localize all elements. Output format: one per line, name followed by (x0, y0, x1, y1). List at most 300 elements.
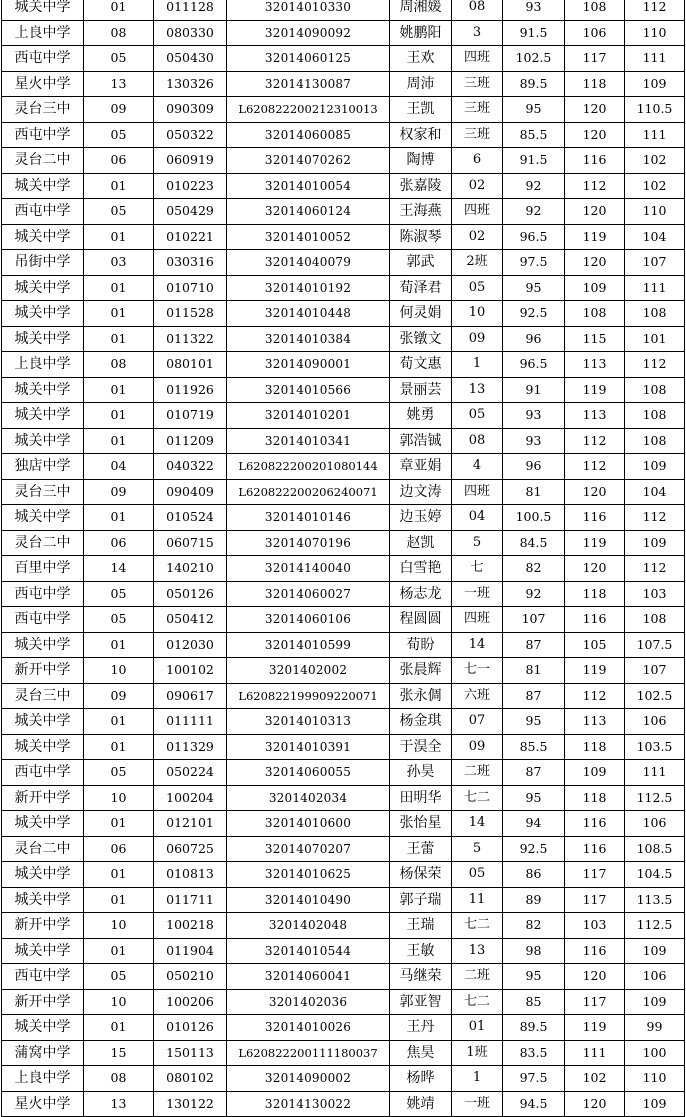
school-code-cell: 03 (84, 250, 154, 276)
registration-number-cell: 32014140040 (227, 556, 390, 582)
class-cell: 02 (452, 224, 503, 250)
score-b-cell: 113 (565, 709, 625, 735)
registration-number-cell: 32014130022 (227, 1091, 390, 1117)
exam-number-cell: 140210 (154, 556, 227, 582)
registration-number-cell: 32014060027 (227, 581, 390, 607)
table-row (2, 581, 685, 607)
school-cell: 城关中学 (2, 709, 84, 735)
student-name-cell: 孙昊 (390, 760, 452, 786)
registration-number-cell: 3201402048 (227, 913, 390, 939)
registration-number-cell: 32014010384 (227, 326, 390, 352)
score-c-cell: 108.5 (625, 836, 685, 862)
school-cell: 上良中学 (2, 352, 84, 378)
school-cell: 城关中学 (2, 403, 84, 429)
score-b-cell: 117 (565, 46, 625, 72)
student-name-cell: 于淏全 (390, 734, 452, 760)
student-name-cell: 姚勇 (390, 403, 452, 429)
school-code-cell: 01 (84, 403, 154, 429)
score-c-cell: 103.5 (625, 734, 685, 760)
exam-number-cell: 050322 (154, 122, 227, 148)
class-cell: 1班 (452, 1040, 503, 1066)
score-b-cell: 116 (565, 505, 625, 531)
score-a-cell: 92.5 (503, 301, 565, 327)
school-code-cell: 01 (84, 377, 154, 403)
score-b-cell: 118 (565, 71, 625, 97)
registration-number-cell: 32014010192 (227, 275, 390, 301)
score-c-cell: 104 (625, 224, 685, 250)
table-row (2, 938, 685, 964)
student-name-cell: 陶博 (390, 148, 452, 174)
school-cell: 灵台三中 (2, 479, 84, 505)
score-a-cell: 87 (503, 632, 565, 658)
score-b-cell: 116 (565, 148, 625, 174)
score-a-cell: 93 (503, 428, 565, 454)
exam-number-cell: 080330 (154, 20, 227, 46)
class-cell: 1 (452, 1066, 503, 1092)
exam-number-cell: 040322 (154, 454, 227, 480)
student-name-cell: 王海燕 (390, 199, 452, 225)
score-a-cell: 85.5 (503, 122, 565, 148)
score-b-cell: 116 (565, 938, 625, 964)
student-name-cell: 郭武 (390, 250, 452, 276)
score-c-cell: 111 (625, 275, 685, 301)
table-row (2, 173, 685, 199)
class-cell: 5 (452, 836, 503, 862)
score-c-cell: 107 (625, 250, 685, 276)
school-cell: 城关中学 (2, 862, 84, 888)
exam-number-cell: 011128 (154, 0, 227, 20)
school-code-cell: 01 (84, 505, 154, 531)
student-name-cell: 张晨辉 (390, 658, 452, 684)
score-c-cell: 110 (625, 1066, 685, 1092)
score-a-cell: 93 (503, 0, 565, 20)
score-c-cell: 110 (625, 199, 685, 225)
registration-number-cell: 32014070196 (227, 530, 390, 556)
score-a-cell: 87 (503, 760, 565, 786)
exam-number-cell: 011322 (154, 326, 227, 352)
exam-number-cell: 010223 (154, 173, 227, 199)
registration-number-cell: 32014010625 (227, 862, 390, 888)
class-cell: 七一 (452, 658, 503, 684)
school-cell: 灵台二中 (2, 836, 84, 862)
score-table (1, 0, 685, 1117)
table-row (2, 275, 685, 301)
registration-number-cell: L620822200212310013 (227, 97, 390, 123)
table-row (2, 46, 685, 72)
exam-number-cell: 030316 (154, 250, 227, 276)
exam-number-cell: 010710 (154, 275, 227, 301)
class-cell: 四班 (452, 46, 503, 72)
score-c-cell: 104 (625, 479, 685, 505)
table-row (2, 1066, 685, 1092)
table-row (2, 199, 685, 225)
registration-number-cell: 32014010391 (227, 734, 390, 760)
table-row (2, 887, 685, 913)
table-row (2, 785, 685, 811)
school-code-cell: 14 (84, 556, 154, 582)
exam-number-cell: 090309 (154, 97, 227, 123)
score-c-cell: 109 (625, 989, 685, 1015)
student-name-cell: 张怡星 (390, 811, 452, 837)
student-name-cell: 王欢 (390, 46, 452, 72)
table-row (2, 224, 685, 250)
score-c-cell: 108 (625, 428, 685, 454)
table-row (2, 301, 685, 327)
school-code-cell: 05 (84, 607, 154, 633)
table-row (2, 71, 685, 97)
score-b-cell: 108 (565, 0, 625, 20)
student-name-cell: 何灵娟 (390, 301, 452, 327)
school-code-cell: 06 (84, 530, 154, 556)
school-cell: 新开中学 (2, 989, 84, 1015)
score-a-cell: 97.5 (503, 1066, 565, 1092)
school-code-cell: 13 (84, 1091, 154, 1117)
table-row (2, 683, 685, 709)
score-c-cell: 102 (625, 173, 685, 199)
score-c-cell: 109 (625, 1091, 685, 1117)
score-b-cell: 119 (565, 1015, 625, 1041)
score-a-cell: 84.5 (503, 530, 565, 556)
score-b-cell: 120 (565, 964, 625, 990)
exam-number-cell: 010126 (154, 1015, 227, 1041)
school-code-cell: 01 (84, 938, 154, 964)
class-cell: 09 (452, 326, 503, 352)
student-name-cell: 章亚娟 (390, 454, 452, 480)
score-c-cell: 109 (625, 71, 685, 97)
school-code-cell: 01 (84, 173, 154, 199)
class-cell: 08 (452, 0, 503, 20)
student-name-cell: 杨金琪 (390, 709, 452, 735)
score-a-cell: 107 (503, 607, 565, 633)
student-name-cell: 王敏 (390, 938, 452, 964)
score-a-cell: 91 (503, 377, 565, 403)
student-name-cell: 赵凯 (390, 530, 452, 556)
student-name-cell: 姚靖 (390, 1091, 452, 1117)
school-code-cell: 01 (84, 734, 154, 760)
table-row (2, 326, 685, 352)
school-code-cell: 01 (84, 275, 154, 301)
table-row (2, 403, 685, 429)
student-name-cell: 周湘媛 (390, 0, 452, 20)
exam-number-cell: 050412 (154, 607, 227, 633)
score-c-cell: 108 (625, 607, 685, 633)
score-b-cell: 112 (565, 683, 625, 709)
score-c-cell: 99 (625, 1015, 685, 1041)
class-cell: 七二 (452, 785, 503, 811)
score-c-cell: 110.5 (625, 97, 685, 123)
score-b-cell: 118 (565, 581, 625, 607)
score-c-cell: 111 (625, 760, 685, 786)
class-cell: 七二 (452, 913, 503, 939)
exam-number-cell: 050429 (154, 199, 227, 225)
student-name-cell: 张镦文 (390, 326, 452, 352)
score-b-cell: 109 (565, 760, 625, 786)
registration-number-cell: 32014010330 (227, 0, 390, 20)
score-c-cell: 112 (625, 505, 685, 531)
score-a-cell: 85 (503, 989, 565, 1015)
score-c-cell: 111 (625, 46, 685, 72)
student-name-cell: 王瑞 (390, 913, 452, 939)
student-name-cell: 田明华 (390, 785, 452, 811)
table-row (2, 632, 685, 658)
school-code-cell: 09 (84, 479, 154, 505)
student-name-cell: 王蕾 (390, 836, 452, 862)
score-b-cell: 120 (565, 556, 625, 582)
school-code-cell: 10 (84, 913, 154, 939)
score-b-cell: 117 (565, 862, 625, 888)
student-name-cell: 陈淑琴 (390, 224, 452, 250)
score-a-cell: 94.5 (503, 1091, 565, 1117)
school-code-cell: 15 (84, 1040, 154, 1066)
score-b-cell: 112 (565, 454, 625, 480)
registration-number-cell: 32014010052 (227, 224, 390, 250)
school-code-cell: 01 (84, 428, 154, 454)
school-code-cell: 01 (84, 887, 154, 913)
score-c-cell: 106 (625, 964, 685, 990)
score-a-cell: 96 (503, 454, 565, 480)
exam-number-cell: 100218 (154, 913, 227, 939)
class-cell: 05 (452, 275, 503, 301)
class-cell: 5 (452, 530, 503, 556)
score-a-cell: 102.5 (503, 46, 565, 72)
score-a-cell: 92 (503, 173, 565, 199)
score-a-cell: 97.5 (503, 250, 565, 276)
exam-number-cell: 010221 (154, 224, 227, 250)
registration-number-cell: 32014040079 (227, 250, 390, 276)
school-cell: 城关中学 (2, 173, 84, 199)
class-cell: 4 (452, 454, 503, 480)
registration-number-cell: L620822200201080144 (227, 454, 390, 480)
score-a-cell: 95 (503, 97, 565, 123)
score-a-cell: 95 (503, 785, 565, 811)
student-name-cell: 杨晔 (390, 1066, 452, 1092)
table-row (2, 530, 685, 556)
score-c-cell: 109 (625, 938, 685, 964)
score-a-cell: 89.5 (503, 71, 565, 97)
registration-number-cell: 32014010600 (227, 811, 390, 837)
student-name-cell: 焦昊 (390, 1040, 452, 1066)
registration-number-cell: 32014010544 (227, 938, 390, 964)
exam-number-cell: 050430 (154, 46, 227, 72)
class-cell: 05 (452, 403, 503, 429)
school-cell: 百里中学 (2, 556, 84, 582)
exam-number-cell: 011111 (154, 709, 227, 735)
score-b-cell: 105 (565, 632, 625, 658)
exam-number-cell: 080102 (154, 1066, 227, 1092)
school-code-cell: 10 (84, 658, 154, 684)
score-a-cell: 85.5 (503, 734, 565, 760)
score-b-cell: 109 (565, 275, 625, 301)
table-row (2, 734, 685, 760)
school-cell: 城关中学 (2, 0, 84, 20)
school-cell: 城关中学 (2, 428, 84, 454)
table-row (2, 1091, 685, 1117)
score-c-cell: 112 (625, 556, 685, 582)
school-cell: 西屯中学 (2, 581, 84, 607)
school-code-cell: 01 (84, 862, 154, 888)
score-a-cell: 82 (503, 556, 565, 582)
student-name-cell: 白雪艳 (390, 556, 452, 582)
student-name-cell: 边玉婷 (390, 505, 452, 531)
score-a-cell: 89 (503, 887, 565, 913)
score-c-cell: 101 (625, 326, 685, 352)
table-row (2, 122, 685, 148)
school-code-cell: 08 (84, 1066, 154, 1092)
class-cell: 14 (452, 811, 503, 837)
table-row (2, 989, 685, 1015)
exam-number-cell: 050210 (154, 964, 227, 990)
student-name-cell: 郭浩铖 (390, 428, 452, 454)
student-name-cell: 程圆圆 (390, 607, 452, 633)
registration-number-cell: 32014090092 (227, 20, 390, 46)
school-code-cell: 05 (84, 964, 154, 990)
score-a-cell: 81 (503, 479, 565, 505)
score-c-cell: 113.5 (625, 887, 685, 913)
score-a-cell: 98 (503, 938, 565, 964)
score-a-cell: 95 (503, 964, 565, 990)
registration-number-cell: 32014010026 (227, 1015, 390, 1041)
score-b-cell: 120 (565, 199, 625, 225)
score-a-cell: 96.5 (503, 224, 565, 250)
score-c-cell: 104.5 (625, 862, 685, 888)
class-cell: 2班 (452, 250, 503, 276)
table-row (2, 964, 685, 990)
school-cell: 灵台三中 (2, 683, 84, 709)
score-c-cell: 111 (625, 122, 685, 148)
score-a-cell: 93 (503, 403, 565, 429)
score-b-cell: 116 (565, 607, 625, 633)
student-name-cell: 姚鹏阳 (390, 20, 452, 46)
exam-number-cell: 100102 (154, 658, 227, 684)
class-cell: 二班 (452, 964, 503, 990)
school-cell: 上良中学 (2, 1066, 84, 1092)
exam-number-cell: 100204 (154, 785, 227, 811)
registration-number-cell: 32014010448 (227, 301, 390, 327)
score-b-cell: 112 (565, 428, 625, 454)
student-name-cell: 景丽芸 (390, 377, 452, 403)
school-code-cell: 09 (84, 683, 154, 709)
registration-number-cell: 3201402036 (227, 989, 390, 1015)
registration-number-cell: 32014090002 (227, 1066, 390, 1092)
exam-number-cell: 130122 (154, 1091, 227, 1117)
class-cell: 二班 (452, 760, 503, 786)
score-a-cell: 92 (503, 199, 565, 225)
score-b-cell: 119 (565, 377, 625, 403)
score-c-cell: 110 (625, 20, 685, 46)
score-b-cell: 119 (565, 224, 625, 250)
school-cell: 城关中学 (2, 326, 84, 352)
school-code-cell: 04 (84, 454, 154, 480)
registration-number-cell: L620822199909220071 (227, 683, 390, 709)
registration-number-cell: 32014060055 (227, 760, 390, 786)
score-b-cell: 113 (565, 352, 625, 378)
school-cell: 城关中学 (2, 887, 84, 913)
table-row (2, 760, 685, 786)
registration-number-cell: 32014010146 (227, 505, 390, 531)
class-cell: 三班 (452, 71, 503, 97)
registration-number-cell: 32014010599 (227, 632, 390, 658)
score-c-cell: 109 (625, 530, 685, 556)
score-b-cell: 118 (565, 734, 625, 760)
school-code-cell: 01 (84, 0, 154, 20)
registration-number-cell: 3201402034 (227, 785, 390, 811)
class-cell: 13 (452, 938, 503, 964)
class-cell: 13 (452, 377, 503, 403)
school-code-cell: 09 (84, 97, 154, 123)
school-code-cell: 08 (84, 352, 154, 378)
class-cell: 四班 (452, 479, 503, 505)
school-code-cell: 10 (84, 785, 154, 811)
school-cell: 城关中学 (2, 275, 84, 301)
class-cell: 10 (452, 301, 503, 327)
exam-number-cell: 050126 (154, 581, 227, 607)
score-b-cell: 111 (565, 1040, 625, 1066)
class-cell: 02 (452, 173, 503, 199)
score-a-cell: 81 (503, 658, 565, 684)
table-row (2, 913, 685, 939)
school-cell: 城关中学 (2, 811, 84, 837)
table-row (2, 556, 685, 582)
school-code-cell: 05 (84, 581, 154, 607)
registration-number-cell: 32014010054 (227, 173, 390, 199)
exam-number-cell: 011711 (154, 887, 227, 913)
score-b-cell: 116 (565, 811, 625, 837)
exam-number-cell: 090617 (154, 683, 227, 709)
registration-number-cell: 32014010341 (227, 428, 390, 454)
table-row (2, 352, 685, 378)
table-row (2, 709, 685, 735)
score-a-cell: 92.5 (503, 836, 565, 862)
exam-number-cell: 150113 (154, 1040, 227, 1066)
school-code-cell: 06 (84, 836, 154, 862)
school-cell: 城关中学 (2, 301, 84, 327)
school-code-cell: 01 (84, 224, 154, 250)
school-cell: 西屯中学 (2, 607, 84, 633)
school-cell: 独店中学 (2, 454, 84, 480)
exam-number-cell: 060919 (154, 148, 227, 174)
registration-number-cell: 3201402002 (227, 658, 390, 684)
class-cell: 01 (452, 1015, 503, 1041)
school-cell: 灵台三中 (2, 97, 84, 123)
school-cell: 星火中学 (2, 71, 84, 97)
class-cell: 四班 (452, 607, 503, 633)
exam-number-cell: 012101 (154, 811, 227, 837)
score-a-cell: 91.5 (503, 20, 565, 46)
exam-number-cell: 090409 (154, 479, 227, 505)
school-cell: 城关中学 (2, 632, 84, 658)
school-code-cell: 01 (84, 632, 154, 658)
score-a-cell: 95 (503, 709, 565, 735)
school-cell: 城关中学 (2, 505, 84, 531)
exam-number-cell: 011209 (154, 428, 227, 454)
score-a-cell: 92 (503, 581, 565, 607)
table-row (2, 1015, 685, 1041)
class-cell: 三班 (452, 97, 503, 123)
table-row (2, 20, 685, 46)
score-b-cell: 117 (565, 887, 625, 913)
class-cell: 09 (452, 734, 503, 760)
class-cell: 七 (452, 556, 503, 582)
school-cell: 城关中学 (2, 224, 84, 250)
class-cell: 05 (452, 862, 503, 888)
class-cell: 04 (452, 505, 503, 531)
exam-number-cell: 010813 (154, 862, 227, 888)
school-code-cell: 01 (84, 709, 154, 735)
class-cell: 3 (452, 20, 503, 46)
table-row (2, 0, 685, 20)
school-code-cell: 10 (84, 989, 154, 1015)
score-c-cell: 108 (625, 377, 685, 403)
